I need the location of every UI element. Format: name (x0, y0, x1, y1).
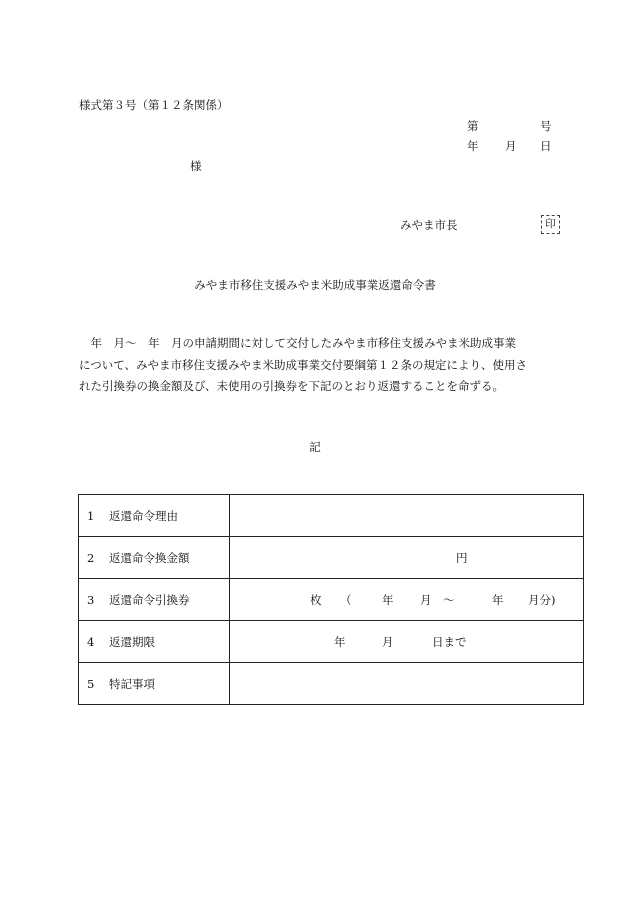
from-month-unit: 月 (420, 592, 432, 607)
issuer-name: みやま市長 (400, 218, 458, 232)
number-go-label: 号 (540, 119, 552, 133)
body-paragraph (79, 333, 564, 398)
document-title: みやま市移住支援みやま米助成事業返還命令書 (194, 278, 436, 292)
row-label-cell (79, 495, 230, 537)
table-row (79, 663, 584, 705)
row-number: 1 (87, 508, 95, 523)
table-row (79, 579, 584, 621)
ki-heading: 記 (309, 440, 321, 454)
body-line-3: れた引換券の換金額及び、未使用の引換券を下記のとおり返還することを命ずる。 (79, 379, 505, 393)
to-year-unit: 年 (492, 592, 504, 607)
table-row (79, 621, 584, 663)
open-paren: （ (340, 592, 352, 607)
details-table (78, 494, 584, 705)
range-tilde: ～ (443, 592, 455, 607)
voucher-value-cell[interactable] (230, 579, 584, 621)
row-label-cell (79, 663, 230, 705)
deadline-month-unit: 月 (382, 634, 394, 649)
seal-mark: 印 (541, 215, 560, 234)
number-dai-label: 第 (467, 119, 479, 133)
date-month-label: 月 (505, 139, 517, 153)
table-row (79, 537, 584, 579)
row-number: 4 (87, 634, 95, 649)
body-line-2: について、みやま市移住支援みやま米助成事業交付要綱第１２条の規定により、使用さ (79, 357, 528, 372)
table-row (79, 495, 584, 537)
notes-value-cell[interactable] (230, 663, 584, 705)
row-number: 5 (87, 676, 95, 691)
row-label: 返還命令理由 (109, 508, 178, 523)
body-line-1: 年 月～ 年 月の申請期間に対して交付したみやま市移住支援みやま米助成事業 (79, 336, 516, 350)
yen-unit: 円 (456, 550, 468, 565)
form-number: 様式第３号（第１２条関係） (79, 98, 229, 112)
deadline-year-unit: 年 (334, 634, 346, 649)
row-label-cell (79, 537, 230, 579)
deadline-day-unit: 日まで (432, 634, 467, 649)
row-label-cell (79, 579, 230, 621)
row-label: 返還命令換金額 (109, 550, 190, 565)
row-number: 2 (87, 550, 95, 565)
row-label: 返還期限 (109, 634, 155, 649)
amount-value-cell[interactable] (230, 537, 584, 579)
addressee-suffix: 様 (190, 159, 202, 173)
deadline-value-cell[interactable] (230, 621, 584, 663)
date-year-label: 年 (467, 139, 479, 153)
row-label: 返還命令引換券 (109, 592, 190, 607)
reason-value-cell[interactable] (230, 495, 584, 537)
to-month-unit: 月分) (528, 592, 556, 607)
mai-unit: 枚 (310, 592, 322, 607)
row-label: 特記事項 (109, 676, 155, 691)
date-day-label: 日 (540, 139, 552, 153)
row-number: 3 (87, 592, 95, 607)
row-label-cell (79, 621, 230, 663)
from-year-unit: 年 (382, 592, 394, 607)
